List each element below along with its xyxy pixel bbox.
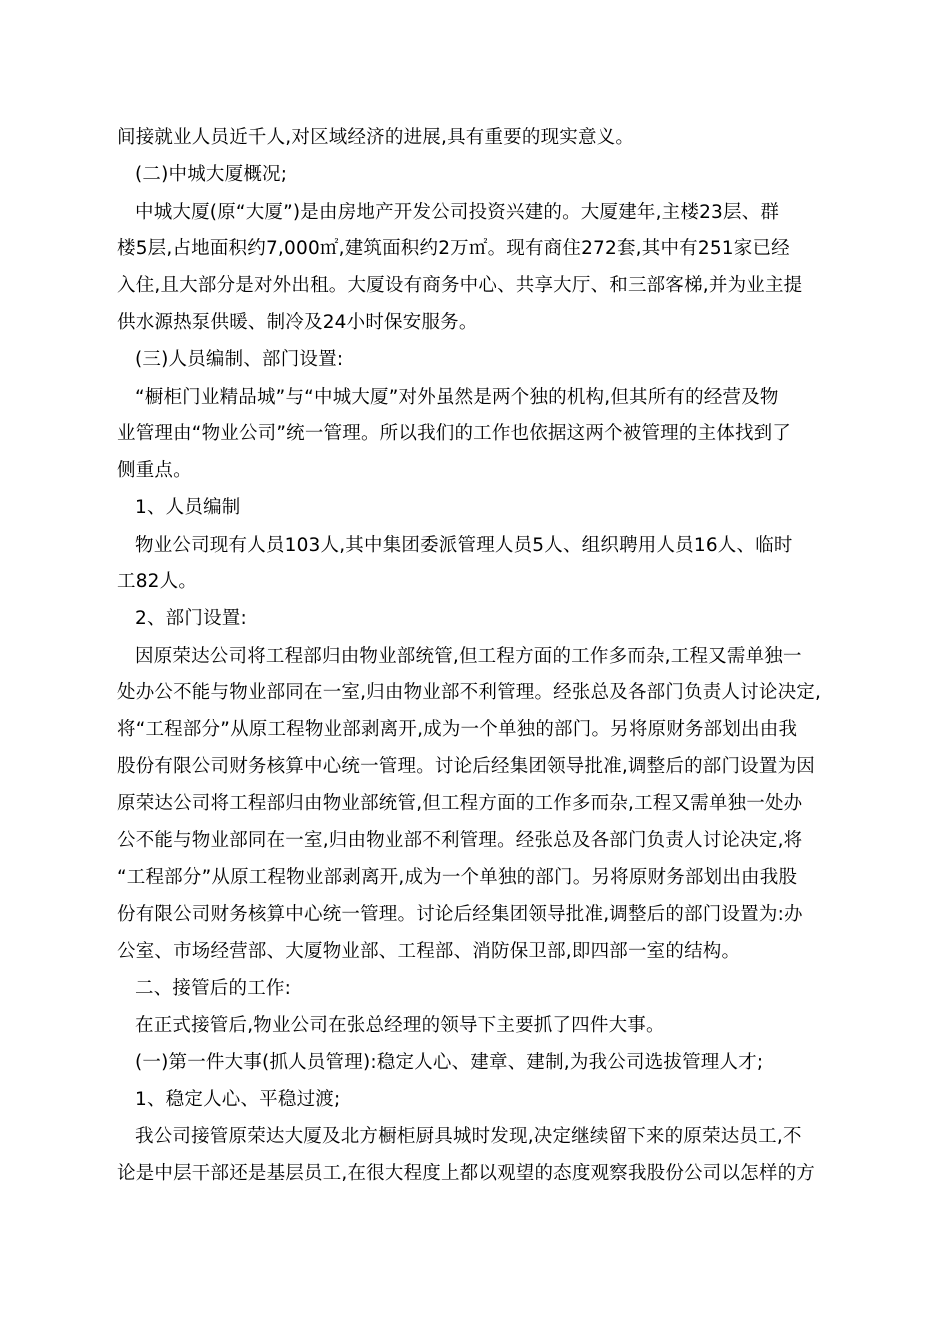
text-line: 论是中层干部还是基层员工,在很大程度上都以观望的态度观察我股份公司以怎样的方 (117, 1163, 815, 1184)
text-line: 股份有限公司财务核算中心统一管理。讨论后经集团领导批准,调整后的部门设置为因 (117, 756, 815, 777)
section-heading: (一)第一件大事(抓人员管理):稳定人心、建章、建制,为我公司选拔管理人才; (135, 1052, 764, 1073)
section-heading: (三)人员编制、部门设置: (135, 349, 344, 370)
text-line: 入住,且大部分是对外出租。大厦设有商务中心、共享大厅、和三部客梯,并为业主提 (117, 275, 803, 296)
text-line: “工程部分”从原工程物业部剥离开,成为一个单独的部门。另将原财务部划出由我股 (117, 867, 798, 888)
section-heading: (二)中城大厦概况; (135, 164, 288, 185)
text-line: 工82人。 (117, 571, 198, 592)
text-line: 楼5层,占地面积约7,000㎡,建筑面积约2万㎡。现有商住272套,其中有251家已经 (117, 238, 790, 259)
text-line: 在正式接管后,物业公司在张总经理的领导下主要抓了四件大事。 (135, 1015, 665, 1036)
text-line: 物业公司现有人员103人,其中集团委派管理人员5人、组织聘用人员16人、临时 (135, 535, 793, 556)
text-line: 份有限公司财务核算中心统一管理。讨论后经集团领导批准,调整后的部门设置为:办 (117, 904, 803, 925)
section-heading: 2、部门设置: (135, 608, 247, 629)
section-heading: 二、接管后的工作: (135, 978, 292, 999)
text-line: 公室、市场经营部、大厦物业部、工程部、消防保卫部,即四部一室的结构。 (117, 941, 741, 962)
text-line: 侧重点。 (117, 460, 192, 481)
section-heading: 1、人员编制 (135, 497, 241, 518)
text-line: 原荣达公司将工程部归由物业部统管,但工程方面的工作多而杂,工程又需单独一处办 (117, 793, 803, 814)
text-line: 业管理由“物业公司”统一管理。所以我们的工作也依据这两个被管理的主体找到了 (117, 423, 792, 444)
text-line: 供水源热泵供暖、制冷及24小时保安服务。 (117, 312, 478, 333)
text-line: 因原荣达公司将工程部归由物业部统管,但工程方面的工作多而杂,工程又需单独一 (135, 646, 802, 667)
text-line: 间接就业人员近千人,对区域经济的进展,具有重要的现实意义。 (117, 127, 635, 148)
text-line: “橱柜门业精品城”与“中城大厦”对外虽然是两个独的机构,但其所有的经营及物 (135, 387, 779, 408)
text-line: 中城大厦(原“大厦”)是由房地产开发公司投资兴建的。大厦建年,主楼23层、群 (135, 202, 780, 223)
text-line: 将“工程部分”从原工程物业部剥离开,成为一个单独的部门。另将原财务部划出由我 (117, 719, 798, 740)
text-line: 处办公不能与物业部同在一室,归由物业部不利管理。经张总及各部门负责人讨论决定, (117, 682, 822, 703)
section-heading: 1、稳定人心、平稳过渡; (135, 1089, 341, 1110)
text-line: 公不能与物业部同在一室,归由物业部不利管理。经张总及各部门负责人讨论决定,将 (117, 830, 803, 851)
text-line: 我公司接管原荣达大厦及北方橱柜厨具城时发现,决定继续留下来的原荣达员工,不 (135, 1126, 802, 1147)
